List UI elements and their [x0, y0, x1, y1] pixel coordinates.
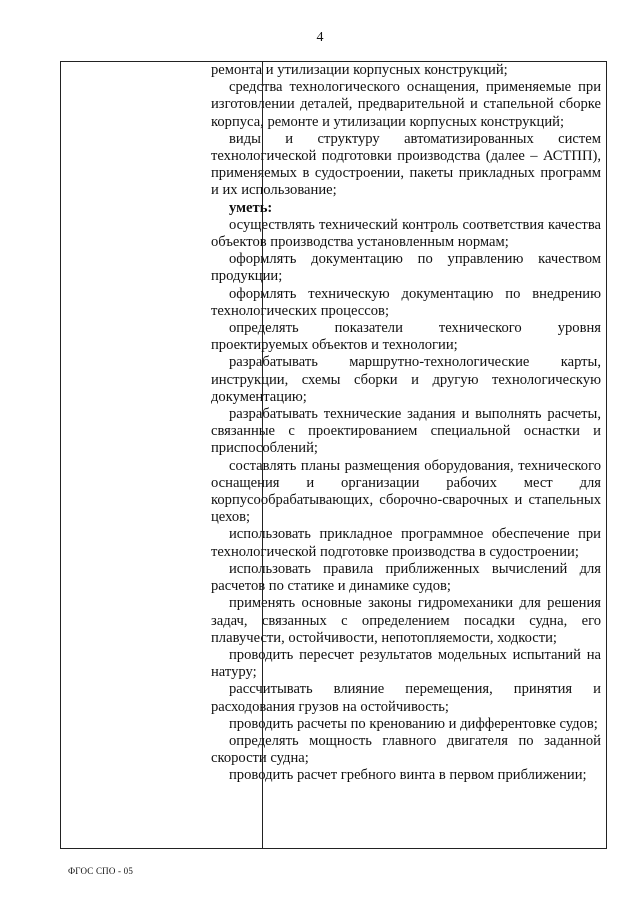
- paragraph: рассчитывать влияние перемещения, принятия и расходования грузов на остойчивость;: [211, 681, 601, 715]
- paragraph: определять мощность главного двигателя по заданной скорости судна;: [211, 732, 601, 767]
- paragraph: определять показатели технического уровня проектируемых объектов и технологии;: [211, 320, 601, 354]
- paragraph: проводить пересчет результатов модельных испытаний на натуру;: [211, 646, 601, 681]
- paragraph: использовать прикладное программное обеспечение при технологической подготовке производства в судостроении;: [211, 526, 601, 560]
- footer-code: ФГОС СПО - 05: [68, 866, 134, 876]
- paragraph: проводить расчет гребного винта в первом приближении;: [229, 767, 587, 784]
- paragraph: ремонта и утилизации корпусных конструкций;: [211, 62, 508, 78]
- paragraph: применять основные законы гидромеханики для решения задач, связанных с определением посадки судна, его плавучести, остойчивости, непотопляемости, ходкости;: [211, 595, 601, 646]
- section-heading: уметь:: [229, 199, 273, 216]
- paragraph: осуществлять технический контроль соответствия качества объектов производства установленным нормам;: [211, 216, 601, 251]
- paragraph: средства технологического оснащения, применяемые при изготовлении деталей, предварительной и стапельной сборке корпуса, ремонте и утилизации корпусных конструкций;: [211, 79, 601, 130]
- paragraph: разрабатывать технические задания и выполнять расчеты, связанные с проектированием специальной оснастки и приспособлений;: [211, 406, 601, 457]
- paragraph: оформлять документацию по управлению качеством продукции;: [211, 251, 601, 285]
- table-content-cell: [211, 62, 601, 785]
- paragraph: виды и структуру автоматизированных систем технологической подготовки производства (далее – АСТПП), применяемых в судостроении, пакеты прикладных программ и их использование;: [211, 130, 601, 199]
- page-number: 4: [316, 30, 324, 45]
- paragraph: оформлять техническую документацию по внедрению технологических процессов;: [211, 285, 601, 319]
- paragraph: разрабатывать маршрутно-технологические карты, инструкции, схемы сборки и другую технологическую документацию;: [211, 354, 601, 405]
- paragraph: использовать правила приближенных вычислений для расчетов по статике и динамике судов;: [211, 560, 601, 595]
- paragraph: составлять планы размещения оборудования, технического оснащения и организации рабочих мест для корпусообрабатывающих, сборочно-сварочных и стапельных цехов;: [211, 457, 601, 526]
- paragraph: проводить расчеты по кренованию и дифферентовке судов;: [229, 715, 598, 732]
